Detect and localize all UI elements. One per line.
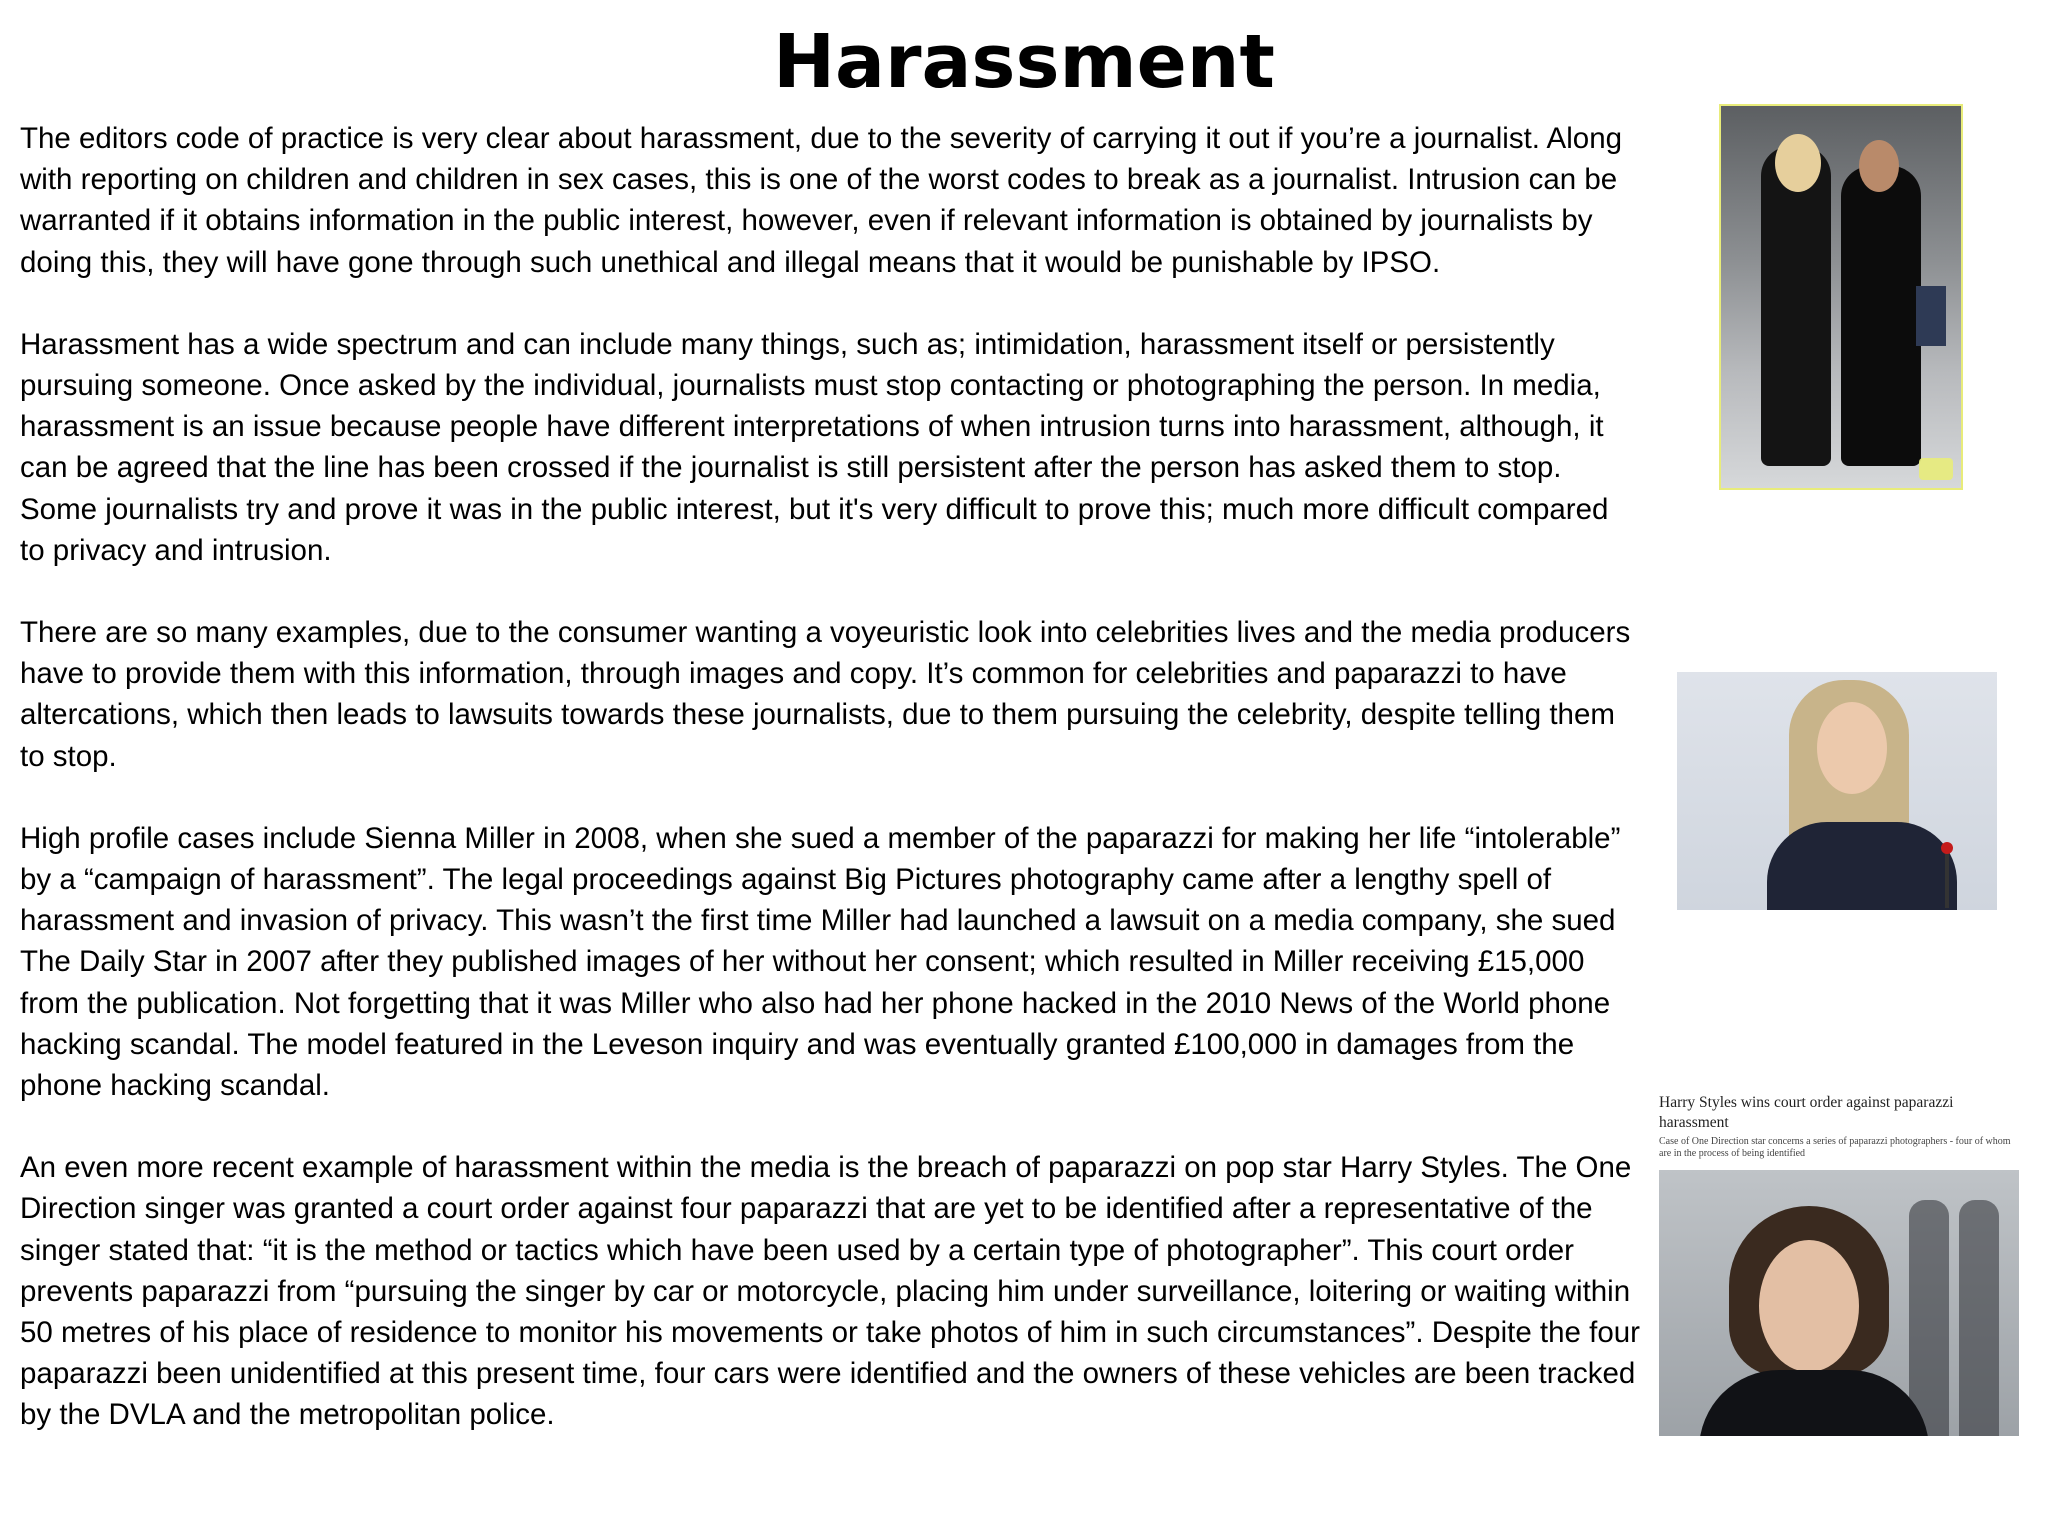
photo-head-woman — [1775, 134, 1821, 192]
news-clipping — [1659, 1093, 2019, 1438]
portrait-photo — [1677, 672, 1997, 910]
paragraph-3: There are so many examples, due to the consumer wanting a voyeuristic look into celebrities lives and the media producers have to provide them with this information, through images and copy. It’s common for celebrities and paparazzi to have altercations, which then leads to lawsuits towards these journalists, due to them pursuing the celebrity, despite telling them to stop. — [20, 616, 1631, 773]
watermark-logo — [1919, 458, 1953, 480]
paragraph-5: An even more recent example of harassment within the media is the breach of paparazzi on pop star Harry Styles. The One Direction singer was granted a court order against four paparazzi that are yet to be identified after a representative of the singer stated that: “it is the method or tactics which have been used by a certain type of photographer”. This court order prevents paparazzi from “pursuing the singer by car or motorcycle, placing him under surveillance, loitering or waiting within 50 metres of his place of residence to monitor his movements or take photos of him in such circumstances”. Despite the four paparazzi been unidentified at this present time, four cars were identified and the owners of these vehicles are been tracked by the DVLA and the metropolitan police. — [20, 1151, 1640, 1432]
clipping-background-figure — [1959, 1200, 1999, 1436]
photo-head-man — [1859, 140, 1899, 192]
portrait-face — [1817, 702, 1887, 794]
clipping-headline: Harry Styles wins court order against paparazzi harassment — [1659, 1094, 1954, 1131]
page-title: Harassment — [773, 19, 1275, 105]
street-photo — [1719, 104, 1963, 490]
photo-figure-man — [1841, 166, 1921, 466]
photo-figure-woman — [1761, 146, 1831, 466]
clipping-standfirst: Case of One Direction star concerns a series of paparazzi photographers - four of whom are in the process of being identified — [1659, 1136, 2011, 1159]
microphone-stand — [1945, 848, 1949, 908]
clipping-face — [1759, 1240, 1859, 1372]
paragraph-1: The editors code of practice is very clear about harassment, due to the severity of carrying it out if you’re a journalist. Along with reporting on children and children in sex cases, this is one of the worst codes to break as a journalist. Intrusion can be warranted if it obtains information in the public interest, however, even if relevant information is obtained by journalists by doing this, they will have gone through such unethical and illegal means that it would be punishable by IPSO. — [20, 122, 1623, 279]
portrait-clothing — [1767, 822, 1957, 910]
clipping-background-figure — [1909, 1200, 1949, 1436]
paragraph-4: High profile cases include Sienna Miller in 2008, when she sued a member of the paparazzi for making her life “intolerable” by a “campaign of harassment”. The legal proceedings against Big Pictures photography came after a lengthy spell of harassment and invasion of privacy. This wasn’t the first time Miller had launched a lawsuit on a media company, she sued The Daily Star in 2007 after they published images of her without her consent; which resulted in Miller receiving £15,000 from the publication. Not forgetting that it was Miller who also had her phone hacked in the 2010 News of the World phone hacking scandal. The model featured in the Leveson inquiry and was eventually granted £100,000 in damages from the phone hacking scandal. — [20, 821, 1621, 1103]
article-body — [20, 118, 1640, 1477]
clipping-photo — [1659, 1170, 2019, 1436]
paragraph-2: Harassment has a wide spectrum and can include many things, such as; intimidation, harassment itself or persistently pursuing someone. Once asked by the individual, journalists must stop contacting or photographing the person. In media, harassment is an issue because people have different interpretations of when intrusion turns into harassment, although, it can be agreed that the line has been crossed if the journalist is still persistent after the person has asked them to stop. Some journalists try and prove it was in the public interest, but it's very difficult to prove this; much more difficult compared to privacy and intrusion. — [20, 327, 1609, 567]
microphone-light — [1941, 842, 1953, 854]
photo-folder — [1916, 286, 1946, 346]
clipping-coat — [1699, 1370, 1929, 1436]
